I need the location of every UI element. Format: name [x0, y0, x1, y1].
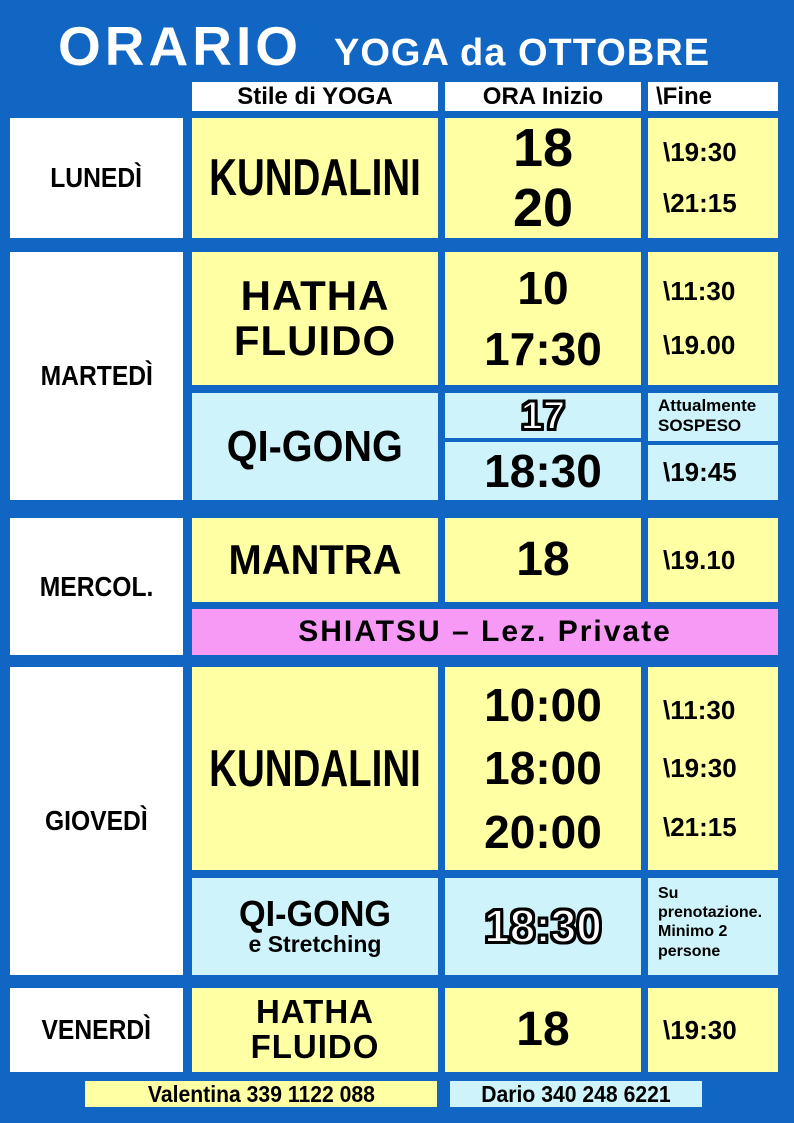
class-cell [192, 252, 438, 385]
start-time-suspended: 17 [520, 393, 566, 438]
band-thursday [10, 667, 778, 975]
contact-dario [450, 1081, 702, 1107]
day-label: MARTEDÌ [40, 360, 153, 391]
end-time-cell [648, 518, 778, 602]
start-time-cell [445, 252, 641, 385]
page-title [58, 14, 710, 78]
contact-valentina [85, 1081, 437, 1107]
class-cell [192, 878, 438, 975]
booking-note: Su prenotazione. Minimo 2 persone [658, 885, 763, 960]
end-time: \19.00 [663, 330, 736, 361]
band-wednesday [10, 518, 778, 655]
end-time: \19:30 [663, 137, 737, 168]
end-time: \21:15 [663, 811, 737, 842]
header-style-col: Stile di YOGA [192, 82, 438, 111]
day-label: VENERDÌ [41, 1014, 152, 1045]
title-main: ORARIO [58, 15, 302, 77]
header-end-col: \Fine [648, 82, 778, 111]
end-time: \19:30 [663, 753, 737, 783]
class-name: HATHA [255, 993, 375, 1031]
start-time: 18:30 [484, 900, 602, 953]
day-label: LUNEDÌ [50, 162, 143, 193]
suspended-note-slot [648, 393, 778, 441]
header-start-col: ORA Inizio [445, 82, 641, 111]
start-time-cell [445, 878, 641, 975]
table-row [192, 988, 778, 1072]
table-row [192, 252, 778, 385]
start-time-cell [445, 988, 641, 1072]
table-row [192, 518, 778, 602]
end-time: \11:30 [663, 694, 736, 725]
wednesday-rows [192, 518, 778, 655]
class-cell [192, 393, 438, 500]
table-row [192, 878, 778, 975]
start-time: 18:00 [484, 742, 602, 795]
class-name: KUNDALINI [209, 149, 421, 207]
day-label: GIOVEDÌ [45, 805, 148, 836]
start-time: 18:30 [484, 444, 602, 497]
class-name: QI-GONG [239, 892, 391, 934]
day-cell-monday [10, 118, 183, 238]
start-time-cell [445, 118, 641, 238]
day-cell-thursday [10, 667, 183, 975]
class-name: QI-GONG [226, 421, 404, 471]
tuesday-rows [192, 252, 778, 500]
table-row [192, 118, 778, 238]
start-time-cell [445, 667, 641, 870]
class-name: FLUIDO [250, 1028, 380, 1065]
band-friday [10, 988, 778, 1072]
class-cell [192, 518, 438, 602]
monday-rows [192, 118, 778, 238]
day-cell-friday [10, 988, 183, 1072]
shiatsu-banner: SHIATSU – Lez. Private [192, 609, 778, 655]
end-time: \21:15 [663, 187, 737, 218]
end-time-cell [648, 988, 778, 1072]
thursday-rows [192, 667, 778, 975]
suspended-start-slot [445, 393, 641, 438]
class-cell [192, 988, 438, 1072]
class-name: HATHA [240, 272, 390, 320]
friday-rows [192, 988, 778, 1072]
band-tuesday [10, 252, 778, 500]
active-end-slot [648, 445, 778, 500]
class-cell [192, 118, 438, 238]
start-time: 18 [516, 532, 570, 586]
start-time: 17:30 [484, 322, 602, 375]
title-subtitle: YOGA da OTTOBRE [334, 32, 711, 74]
end-time: \11:30 [663, 275, 736, 306]
end-time: \19:30 [663, 1014, 737, 1045]
day-label: MERCOL. [39, 570, 154, 602]
table-header [192, 82, 778, 111]
start-time-cell [445, 393, 641, 500]
day-cell-tuesday [10, 252, 183, 500]
status-note: Attualmente SOSPESO [658, 396, 757, 435]
class-name: FLUIDO [233, 316, 397, 364]
band-monday [10, 118, 778, 238]
start-time-cell [445, 518, 641, 602]
contact-text: Valentina 339 1122 088 [147, 1080, 375, 1107]
end-time-cell [648, 118, 778, 238]
table-row [192, 667, 778, 870]
class-name: KUNDALINI [209, 739, 421, 798]
start-time: 20 [512, 177, 574, 238]
start-time: 18 [512, 118, 574, 179]
end-time: \19:45 [663, 457, 737, 487]
end-time-cell [648, 667, 778, 870]
start-time: 10:00 [484, 678, 602, 731]
table-row [192, 393, 778, 500]
table-row [192, 609, 778, 655]
end-time-cell [648, 878, 778, 975]
start-time: 20:00 [484, 805, 602, 858]
start-time: 18 [516, 1002, 570, 1056]
start-time: 10 [517, 261, 569, 314]
day-cell-wednesday [10, 518, 183, 655]
end-time-cell [648, 393, 778, 500]
end-time: \19.10 [663, 544, 736, 575]
class-subname: e Stretching [248, 930, 382, 957]
class-cell [192, 667, 438, 870]
class-name: MANTRA [228, 536, 402, 583]
active-start-slot [445, 442, 641, 500]
end-time-cell [648, 252, 778, 385]
contact-text: Dario 340 248 6221 [481, 1080, 671, 1107]
